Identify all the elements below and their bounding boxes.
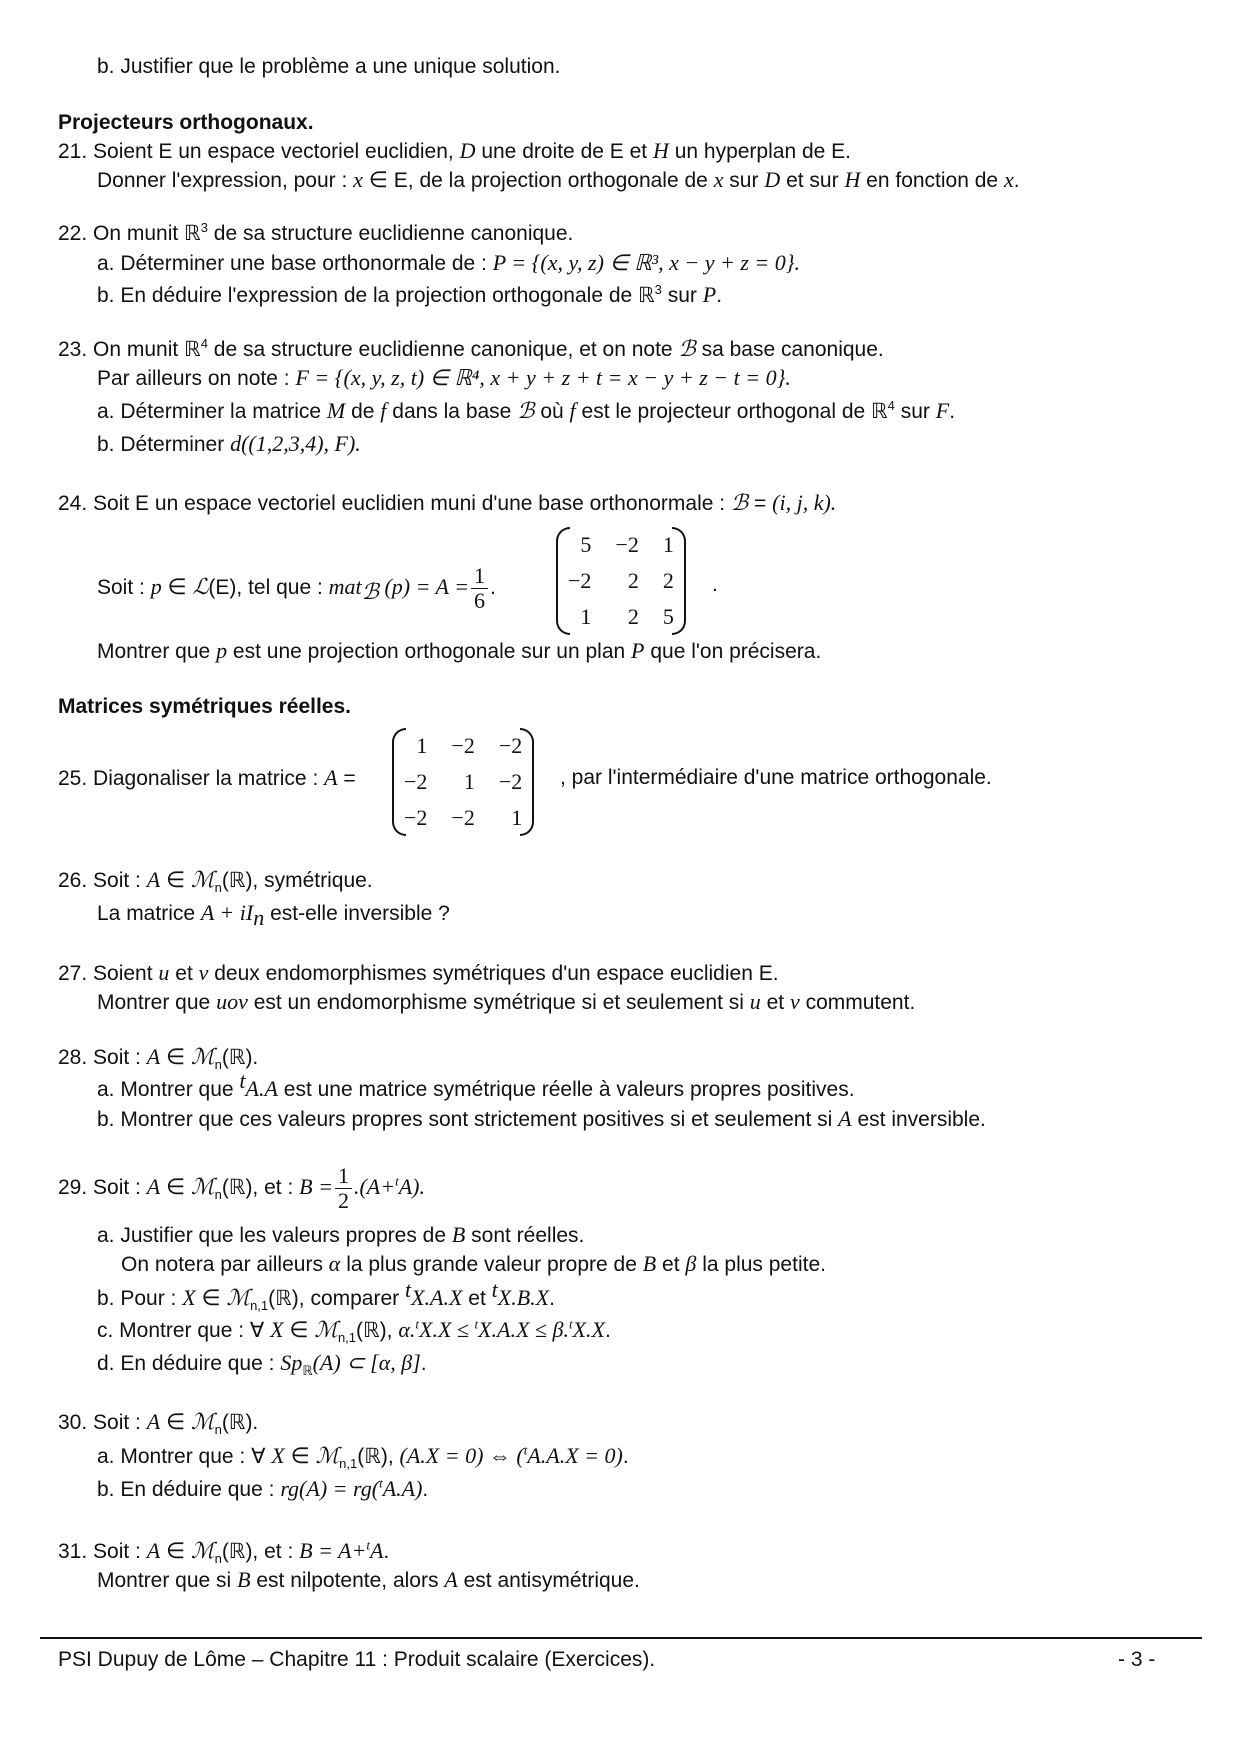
q29-b: b. Pour : X ∈ ℳ$_{n,1}$(ℝ), comparer $^t$X.A.X et $^t$X.B.X. [97,1277,555,1314]
q27-line1: 27. Soient u et v deux endomorphismes symétriques d'un espace euclidien E. [58,960,779,985]
q28-line1: 28. Soit : A ∈ ℳ$_n$(ℝ). [58,1044,259,1073]
q24-dot: . [712,573,718,596]
q29-d: d. En déduire que : $Sp_ℝ(A)$ ⊂ [α, β]. [97,1350,427,1379]
q27-line2: Montrer que uov est un endomorphisme symétrique si et seulement si u et v commutent. [97,989,916,1014]
footer-rule [40,1637,1202,1639]
q24-line1: 24. Soit E un espace vectoriel euclidien muni d'une base orthonormale : ℬ = (i, j, k). [58,490,837,515]
footer-title: PSI Dupuy de Lôme – Chapitre 11 : Produit scalaire (Exercices). [58,1648,656,1671]
q21-line1: 21. Soient E un espace vectoriel euclidien, D une droite de E et H un hyperplan de E. [58,138,851,163]
q21-line2: Donner l'expression, pour : x ∈ E, de la projection orthogonale de x sur D et sur H en fonction de x. [97,167,1020,192]
q29-a: a. Justifier que les valeurs propres de B sont réelles. [97,1222,585,1247]
q23-b: b. Déterminer d((1,2,3,4), F). [97,431,361,456]
q26-line2: La matrice $A + iI_n$ est-elle inversible ? [97,900,450,931]
q29-c: c. Montrer que : ∀ X ∈ ℳ$_{n,1}$(ℝ), α.$^t$X.X ≤ $^t$X.A.X ≤ β.$^t$X.X. [97,1316,611,1346]
q24-soit: Soit : p ∈ ℒ(E), tel que : mat$_ℬ$ (p) = A = $\frac{1}{6}$ . [97,563,496,613]
q30-b: b. En déduire que : rg(A) = rg($^t$A.A). [97,1475,429,1501]
q25-matrix: 1 −2 −2 −2 1 −2 −2 −2 1 [392,728,534,836]
q31-line1: 31. Soit : A ∈ ℳ$_n$(ℝ), et : B = A+$^t$A. [58,1537,390,1567]
q23-line2: Par ailleurs on note : F = {(x, y, z, t) ∈ ℝ⁴, x + y + z + t = x − y + z − t = 0}. [97,365,791,390]
q23-line1: 23. On munit ℝ$^4$ de sa structure euclidienne canonique, et on note ℬ sa base canonique. [58,336,884,361]
q25-post: , par l'intermédiaire d'une matrice orthogonale. [560,766,992,789]
q30-line1: 30. Soit : A ∈ ℳ$_n$(ℝ). [58,1409,259,1438]
q23-a: a. Déterminer la matrice M de f dans la base ℬ où f est le projecteur orthogonal de ℝ$^4$ sur F. [97,398,956,423]
q22-line1: 22. On munit ℝ$^3$ de sa structure euclidienne canonique. [58,220,574,245]
q22-a: a. Déterminer une base orthonormale de : P = {(x, y, z) ∈ ℝ³, x − y + z = 0}. [97,250,801,275]
q28-b: b. Montrer que ces valeurs propres sont strictement positives si et seulement si A est inversible. [97,1106,986,1131]
q20b-text: b. Justifier que le problème a une unique solution. [97,55,561,78]
q30-a: a. Montrer que : ∀ X ∈ ℳ$_{n,1}$(ℝ), (A.X = 0) ⇔ ($^t$A.A.X = 0). [97,1442,629,1472]
q24-fraction: $\frac{1}{6}$ [471,564,488,613]
q26-line1: 26. Soit : A ∈ ℳ$_n$(ℝ), symétrique. [58,867,373,896]
q24-matrix: 5 −2 1 −2 2 2 1 2 5 [556,527,686,635]
q29-a-note: On notera par ailleurs α la plus grande valeur propre de B et β la plus petite. [121,1251,826,1276]
q29-line1: 29. Soit : A ∈ ℳ$_n$(ℝ), et : B = $\frac{1}{2}$ .(A+$^t$A). [58,1163,425,1213]
q22-b: b. En déduire l'expression de la projection orthogonale de ℝ$^3$ sur P. [97,282,723,307]
q31-line2: Montrer que si B est nilpotente, alors A est antisymétrique. [97,1567,640,1592]
q24-conclusion: Montrer que p est une projection orthogonale sur un plan P que l'on précisera. [97,638,822,663]
q28-a: a. Montrer que $^t$A.A est une matrice symétrique réelle à valeurs propres positives. [97,1068,855,1101]
section-heading-projecteurs: Projecteurs orthogonaux. [58,111,314,134]
page-number: - 3 - [1118,1648,1156,1671]
section-heading-matrices: Matrices symétriques réelles. [58,695,351,718]
q25-line: 25. Diagonaliser la matrice : A = [58,765,356,790]
